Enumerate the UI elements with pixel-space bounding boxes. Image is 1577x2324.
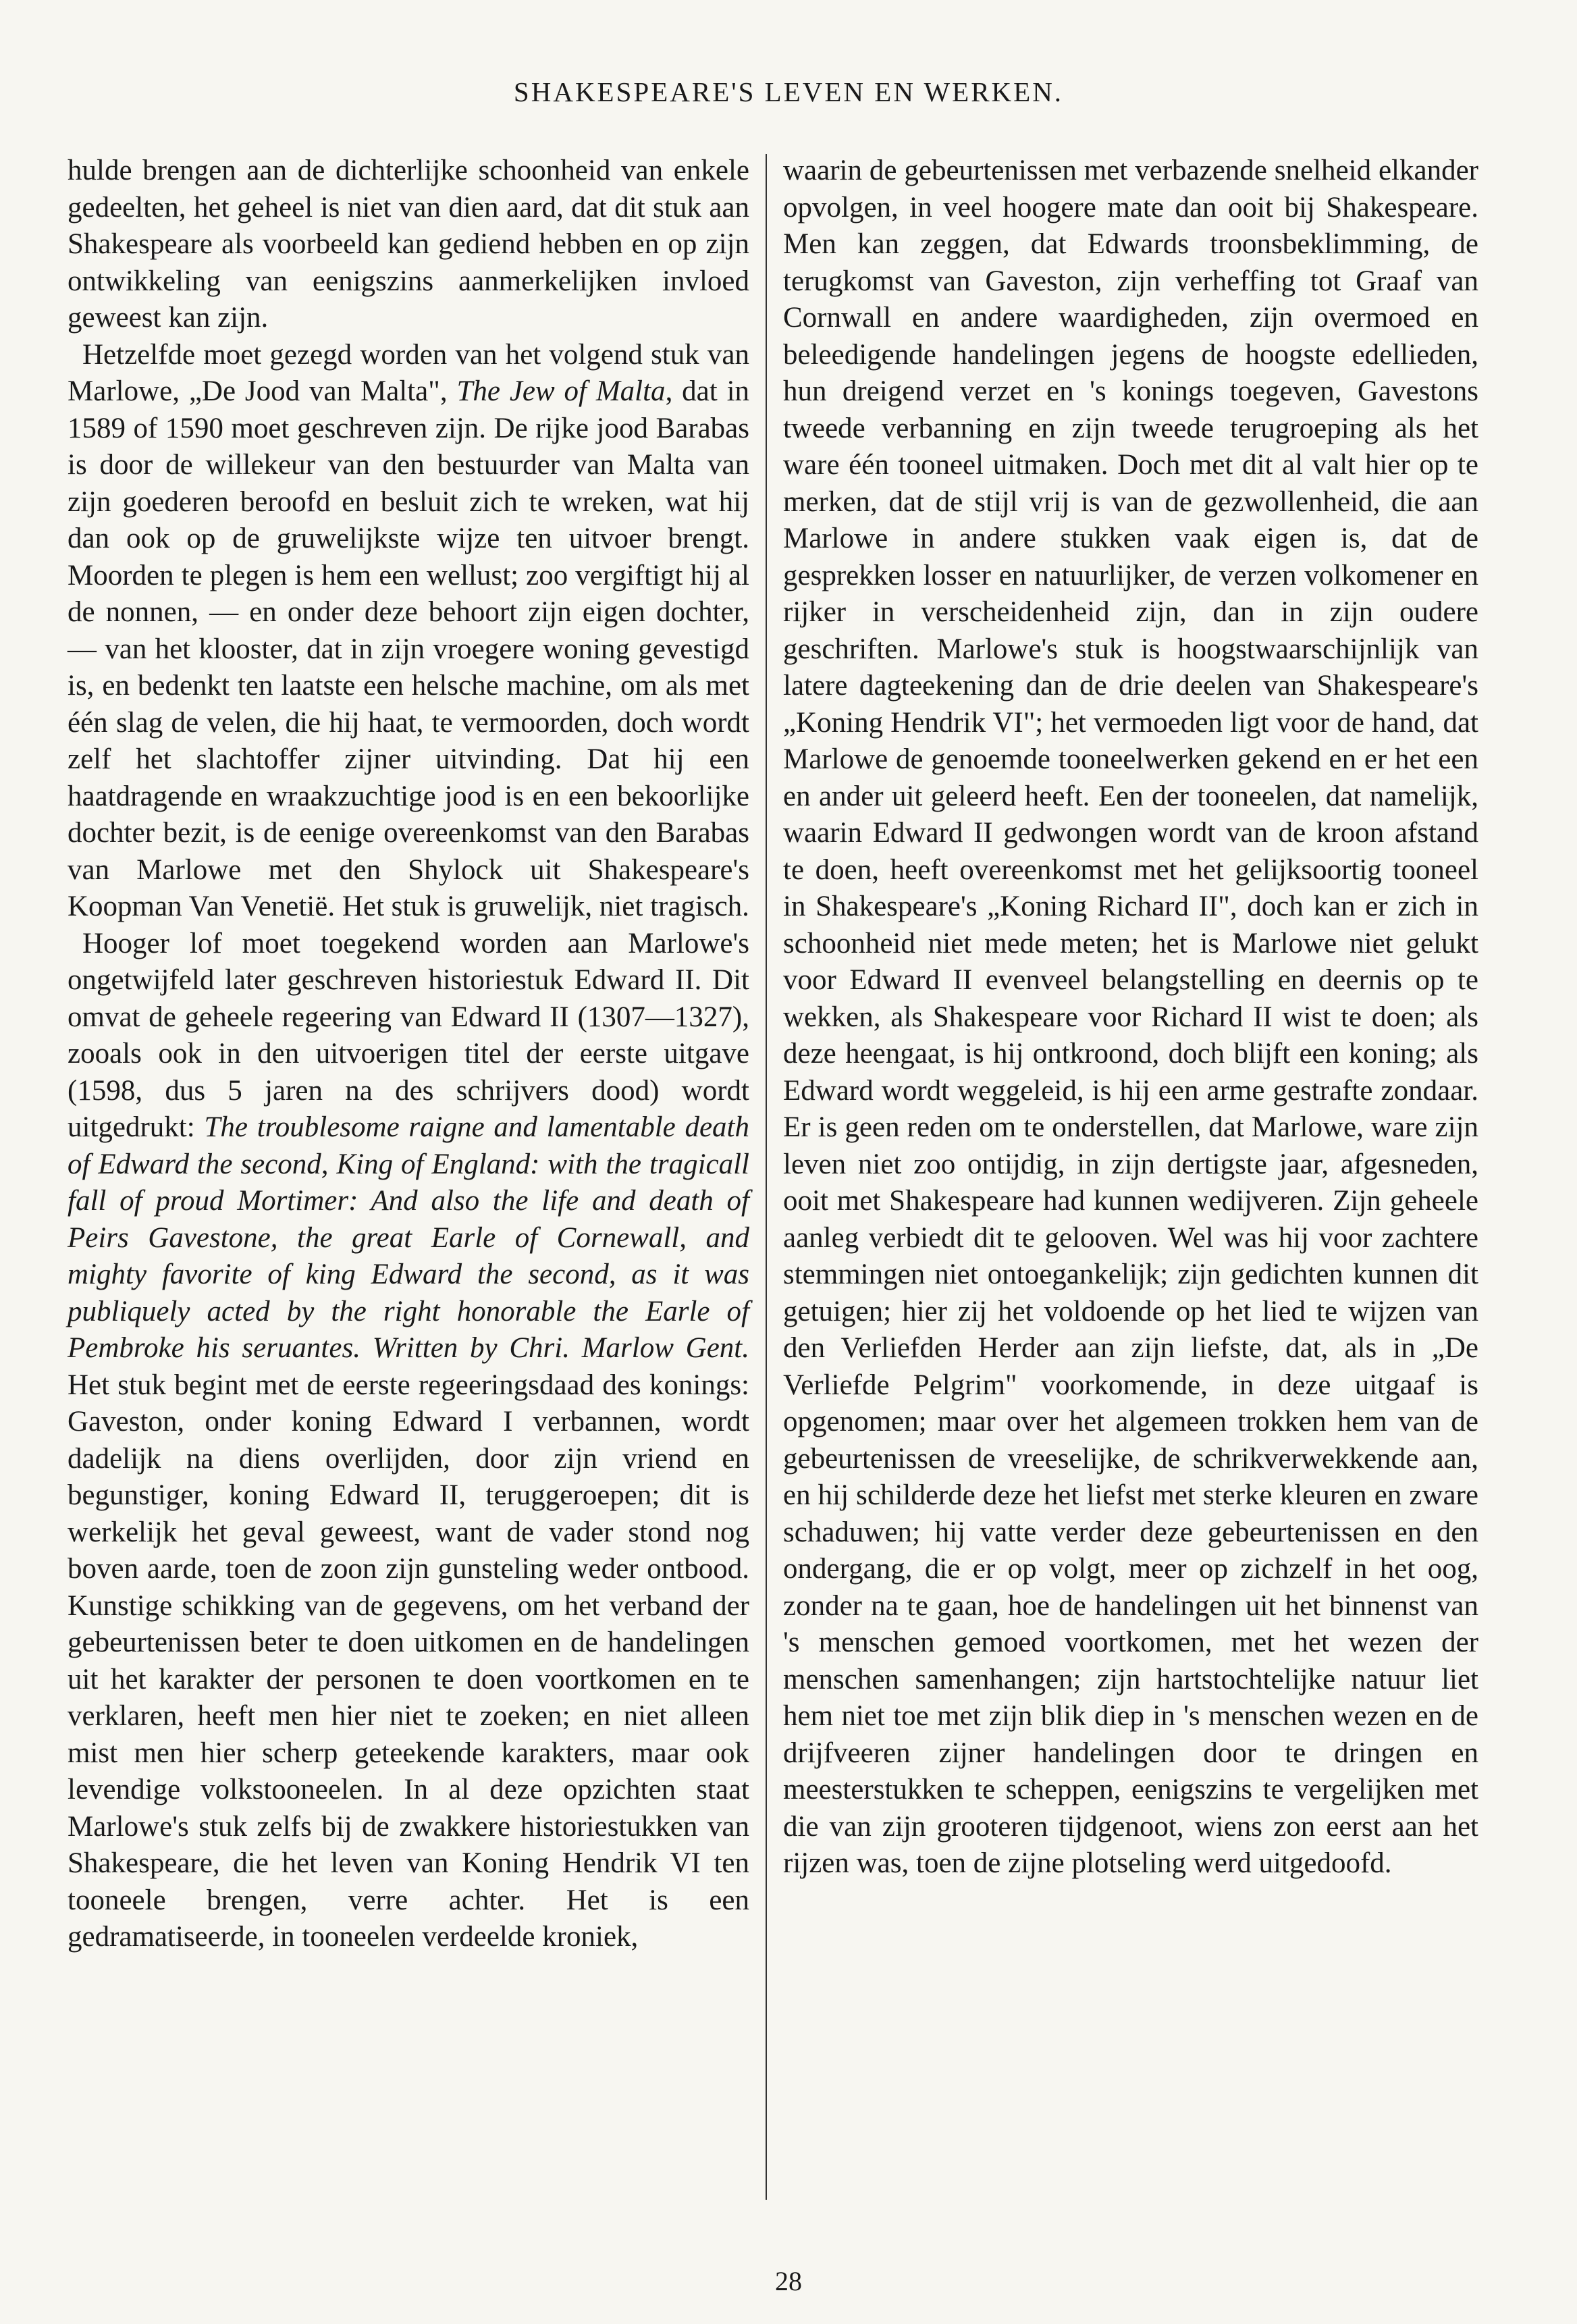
left-paragraph-3-text-b: Het stuk begint met de eerste regeeringsdaad des konings: Gaveston, onder koning Edward I verbannen, wordt dadelijk na diens overlijden, door zijn vriend en begunstiger, koning Edward II, teruggeroepen; dit is werkelijk het geval geweest, want de vader stond nog boven aarde, toen de zoon zijn gunsteling weder ontbood. Kunstige schikking van de gegevens, om het verband der gebeurtenissen beter te doen uitkomen en de handelingen uit het karakter der personen te doen voortkomen en te verklaren, heeft men hier niet te zoeken; en niet alleen mist men hier scherp geteekende karakters, maar ook levendige volkstooneelen. In al deze opzichten staat Marlowe's stuk zelfs bij de zwakkere historiestukken van Shakespeare, die het leven van Koning Hendrik VI ten tooneele brengen, verre achter. Het is een gedramatiseerde, in tooneelen verdeelde kroniek, (68, 1369, 749, 1953)
right-paragraph-1: waarin de gebeurtenissen met verbazende snelheid elkander opvolgen, in veel hoogere mate dan ooit bij Shakespeare. Men kan zeggen, dat Edwards troonsbeklimming, de terugkomst van Gaveston, zijn verheffing tot Graaf van Cornwall en andere waardigheden, zijn overmoed en beleedigende handelingen jegens de hoogste edellieden, hun dreigend verzet en 's konings toegeven, Gavestons tweede verbanning en zijn tweede terugroeping als het ware één tooneel uitmaken. Doch met dit al valt hier op te merken, dat de stijl vrij is van de gezwollenheid, die aan Marlowe in andere stukken vaak eigen is, dat de gesprekken losser en natuurlijker, de verzen volkomener en rijker in verscheidenheid zijn, dan in zijn oudere geschriften. Marlowe's stuk is hoogstwaarschijnlijk van latere dagteekening dan de drie deelen van Shakespeare's „Koning Hendrik VI"; het vermoeden ligt voor de hand, dat Marlowe de genoemde tooneelwerken gekend en er het een en ander uit geleerd heeft. Een der tooneelen, dat namelijk, waarin Edward II gedwongen wordt van de kroon afstand te doen, heeft overeenkomst met het gelijksoortig tooneel in Shakespeare's „Koning Richard II", doch kan er zich in schoonheid niet mede meten; het is Marlowe niet gelukt voor Edward II evenveel belangstelling en deernis op te wekken, als Shakespeare voor Richard II wist te doen; als deze heengaat, is hij ontkroond, doch blijft een koning; als Edward wordt weggeleid, is hij een arme gestrafte zondaar. Er is geen reden om te onderstellen, dat Marlowe, ware zijn leven niet zoo ontijdig, in zijn dertigste jaar, afgesneden, ooit met Shakespeare had kunnen wedijveren. Zijn geheele aanleg verbiedt dit te gelooven. Wel was hij voor zachtere stemmingen niet ontoegankelijk; zijn gedichten kunnen dit getuigen; hier zij het voldoende op het lied te wijzen van den Verliefden Herder aan zijn liefste, dat, als in „De Verliefde Pelgrim" voorkomende, in deze uitgaaf is opgenomen; maar over het algemeen trokken hem van de gebeurtenissen de vreeselijke, de schrikverwekkende aan, en hij schilderde deze het liefst met sterke kleuren en zware schaduwen; hij vatte verder deze gebeurtenissen en den ondergang, die er op volgt, meer op zichzelf in het oog, zonder na te gaan, hoe de handelingen uit het binnenst van 's menschen gemoed voortkomen, met het wezen der menschen samenhangen; zijn hartstochtelijke natuur liet hem niet toe met zijn blik diep in 's menschen wezen en de drijfveeren zijner handelingen door te dringen en meesterstukken te scheppen, eenigszins te vergelijken met die van zijn grooteren tijdgenoot, wiens zon eerst aan het rijzen was, toen de zijne plotseling werd uitgedoofd. (783, 155, 1478, 1879)
left-paragraph-2-text-b: , dat in 1589 of 1590 moet geschreven zijn. De rijke jood Barabas is door de willekeur van den bestuurder van Malta van zijn goederen beroofd en besluit zich te wreken, wat hij dan ook op de gruwelijkste wijze ten uitvoer brengt. Moorden te plegen is hem een wellust; zoo vergiftigt hij al de nonnen, — en onder deze behoort zijn eigen dochter, — van het klooster, dat in zijn vroegere woning gevestigd is, en bedenkt ten laatste een helsche machine, om als met één slag de velen, die hij haat, te vermoorden, doch wordt zelf het slachtoffer zijner uitvinding. Dat hij een haatdragende en wraakzuchtige jood is en een bekoorlijke dochter bezit, is de eenige overeenkomst van den Barabas van Marlowe met den Shylock uit Shakespeare's Koopman Van Venetië. Het stuk is gruwelijk, niet tragisch. (68, 375, 750, 922)
left-paragraph-2-text-a: Hetzelfde moet gezegd worden van het volgend stuk van Marlowe, „De Jood van Malta", (68, 338, 749, 407)
jew-of-malta-title: The Jew of Malta (456, 375, 666, 407)
edward-ii-full-title: The troublesome raigne and lamentable death of Edward the second, King of England: with the tragicall fall of proud Mortimer: And also the life and death of Peirs Gavestone, the great Earle of Cornewall, and mighty favorite of king Edward the second, as it was publiquely acted by the right honorable the Earle of Pembroke his seruantes. Written by Chri. Marlow Gent. (68, 1111, 750, 1364)
left-paragraph-1: hulde brengen aan de dichterlijke schoonheid van enkele gedeelten, het geheel is niet van dien aard, dat dit stuk aan Shakespeare als voorbeeld kan gediend hebben en op zijn ontwikkeling van eenigszins aanmerkelijken invloed geweest kan zijn. (68, 155, 749, 334)
page-number: 28 (775, 2266, 802, 2296)
running-header: SHAKESPEARE'S LEVEN EN WERKEN. (513, 76, 1064, 107)
left-paragraph-3 (68, 926, 749, 1956)
left-column (68, 153, 749, 1956)
left-paragraph-3-text-a: Hooger lof moet toegekend worden aan Marlowe's ongetwijfeld later geschreven historiestuk Edward II. Dit omvat de geheele regeering van Edward II (1307—1327), zooals ook in den uitvoerigen titel der eerste uitgave (1598, dus 5 jaren na des schrijvers dood) wordt uitgedrukt: (68, 927, 749, 1143)
right-column (783, 153, 1478, 1882)
left-paragraph-2 (68, 337, 749, 926)
column-divider (766, 154, 767, 2200)
